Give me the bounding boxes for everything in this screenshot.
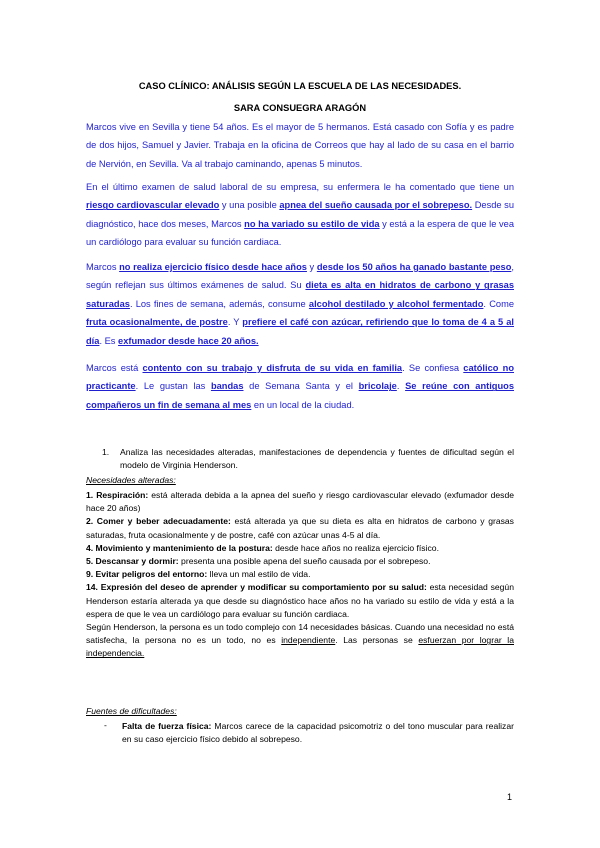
fuente-text: Marcos carece de la capacidad psicomotriz o del tono muscular para realizar en su caso ejercicio físico debido al sobrepeso. [122, 721, 514, 745]
text: . Y [227, 317, 243, 328]
document-author: SARA CONSUEGRA ARAGÓN [233, 103, 367, 113]
text: de Semana Santa y el [243, 381, 359, 392]
text: . Es [99, 335, 119, 346]
text: . Se confiesa [402, 363, 464, 373]
necesidad-label: 4. Movimiento y mantenimiento de la postura: [86, 542, 273, 553]
case-paragraph-2 [86, 178, 514, 252]
highlight: alcohol destilado y alcohol fermentado [308, 298, 484, 309]
fuentes-heading [86, 705, 514, 718]
text: En el último examen de salud laboral de su empresa, su enfermera le ha comentado que tiene un [86, 182, 514, 192]
text: Marcos [86, 262, 120, 272]
highlight: dieta es alta en hidratos de carbono y grasas saturadas [86, 280, 514, 309]
highlight: Se reúne con antiguos compañeros un fin de semana al mes [86, 381, 515, 410]
highlight: fruta ocasionalmente, de postre [86, 317, 228, 328]
necesidad-label: 14. Expresión del deseo de aprender y modificar su comportamiento por su salud: [86, 582, 427, 593]
text: Según Henderson, la persona es un todo complejo con 14 necesidades básicas. Cuando una necesidad no está satisfecha, la persona no es un todo, no es [86, 622, 514, 646]
text: . Los fines de semana, además, consume [129, 298, 309, 309]
highlight: riesgo cardiovascular elevado [86, 200, 220, 211]
case-paragraph-4 [86, 359, 514, 414]
title-block [0, 75, 600, 119]
necesidad-item [86, 542, 514, 555]
highlight: católico no practicante [86, 363, 514, 392]
text: en un local de la ciudad. [251, 399, 355, 410]
necesidad-item [86, 581, 514, 621]
necesidad-label: 1. Respiración: [86, 490, 149, 500]
necesidad-text: presenta una posible apena del sueño causada por el sobrepeso. [178, 556, 431, 567]
highlight: exfumador desde hace 20 años. [118, 335, 259, 346]
text: , según reflejan sus últimos exámenes de salud. Su [86, 262, 514, 291]
question-number: 1. [102, 447, 110, 457]
necesidad-item [86, 515, 514, 541]
highlight: prefiere el café con azúcar, refiriendo que lo toma de 4 a 5 al día [86, 317, 514, 346]
text: Marcos está [86, 363, 143, 373]
highlight: contento con su trabajo y disfruta de su vida en familia [142, 363, 403, 373]
necesidad-text: esta necesidad según Henderson estaría alterada ya que desde su diagnóstico hace años no ha variado su estilo de vida y está a la espera de que le vea un cardiólogo para evaluar su función cardiaca. [86, 582, 514, 619]
underlined: esfuerzan por lograr la independencia. [86, 635, 514, 659]
document-title: CASO CLÍNICO: ANÁLISIS SEGÚN LA ESCUELA DE LAS NECESIDADES. [138, 81, 462, 91]
case-paragraph-3 [86, 258, 514, 350]
necesidad-text: lleva un mal estilo de vida. [207, 569, 311, 580]
text: y una posible [219, 200, 280, 211]
underlined: independiente [281, 635, 336, 646]
necesidades-heading [86, 474, 514, 487]
case-paragraph-1: Marcos vive en Sevilla y tiene 54 años. Es el mayor de 5 hermanos. Está casado con Sofía y es padre de dos hijos, Samuel y Javier. Trabaja en la oficina de Correos que hay al lado de su casa en el barrio de Nervión, en Sevilla. Va al trabajo caminando, apenas 5 minutos. [86, 122, 514, 169]
henderson-paragraph [86, 621, 514, 661]
text: y está a la espera de que le vea un cardiólogo para evaluar su función cardiaca. [86, 218, 514, 248]
highlight: desde los 50 años ha ganado bastante peso [316, 262, 512, 272]
text: . Le gustan las [135, 381, 211, 392]
question-text: Analiza las necesidades alteradas, manifestaciones de dependencia y fuentes de dificultad según el modelo de Virginia Henderson. [120, 447, 514, 471]
text: Desde su diagnóstico, hace dos meses, Marcos [86, 200, 515, 229]
necesidad-label: 2. Comer y beber adecuadamente: [86, 516, 231, 527]
necesidad-text: está alterada debida a la apnea del sueño y riesgo cardiovascular elevado (exfumador desde hace 20 años) [86, 490, 515, 514]
necesidad-item [86, 568, 514, 581]
necesidad-label: 5. Descansar y dormir: [86, 556, 179, 567]
necesidad-text: desde hace años no realiza ejercicio físico. [272, 542, 439, 553]
text: . Come [483, 298, 515, 309]
necesidad-text: está alterada ya que su dieta es alta en hidratos de carbono y grasas saturadas, fruta ocasionalmente y de postre, café con azúcar unas 4-5 al día. [86, 516, 514, 540]
necesidad-item [86, 489, 514, 515]
text: . Las personas se [335, 635, 419, 646]
page-number: 1 [506, 792, 512, 802]
text: y [306, 262, 317, 272]
highlight: bricolaje [358, 381, 397, 392]
heading-text: Necesidades alteradas: [86, 475, 176, 485]
heading-text: Fuentes de dificultades: [86, 706, 177, 716]
fuente-label: Falta de fuerza física: [122, 721, 212, 731]
highlight: bandas [210, 381, 244, 392]
highlight: apnea del sueño causada por el sobrepeso. [279, 200, 473, 211]
highlight: no realiza ejercicio físico desde hace años [119, 262, 307, 272]
necesidad-item [86, 555, 514, 568]
fuente-item [122, 720, 514, 746]
text: . [396, 381, 406, 392]
bullet-dash: - [104, 720, 107, 730]
highlight: no ha variado su estilo de vida [244, 218, 380, 229]
necesidades-list [86, 489, 514, 661]
necesidad-label: 9. Evitar peligros del entorno: [86, 569, 208, 580]
